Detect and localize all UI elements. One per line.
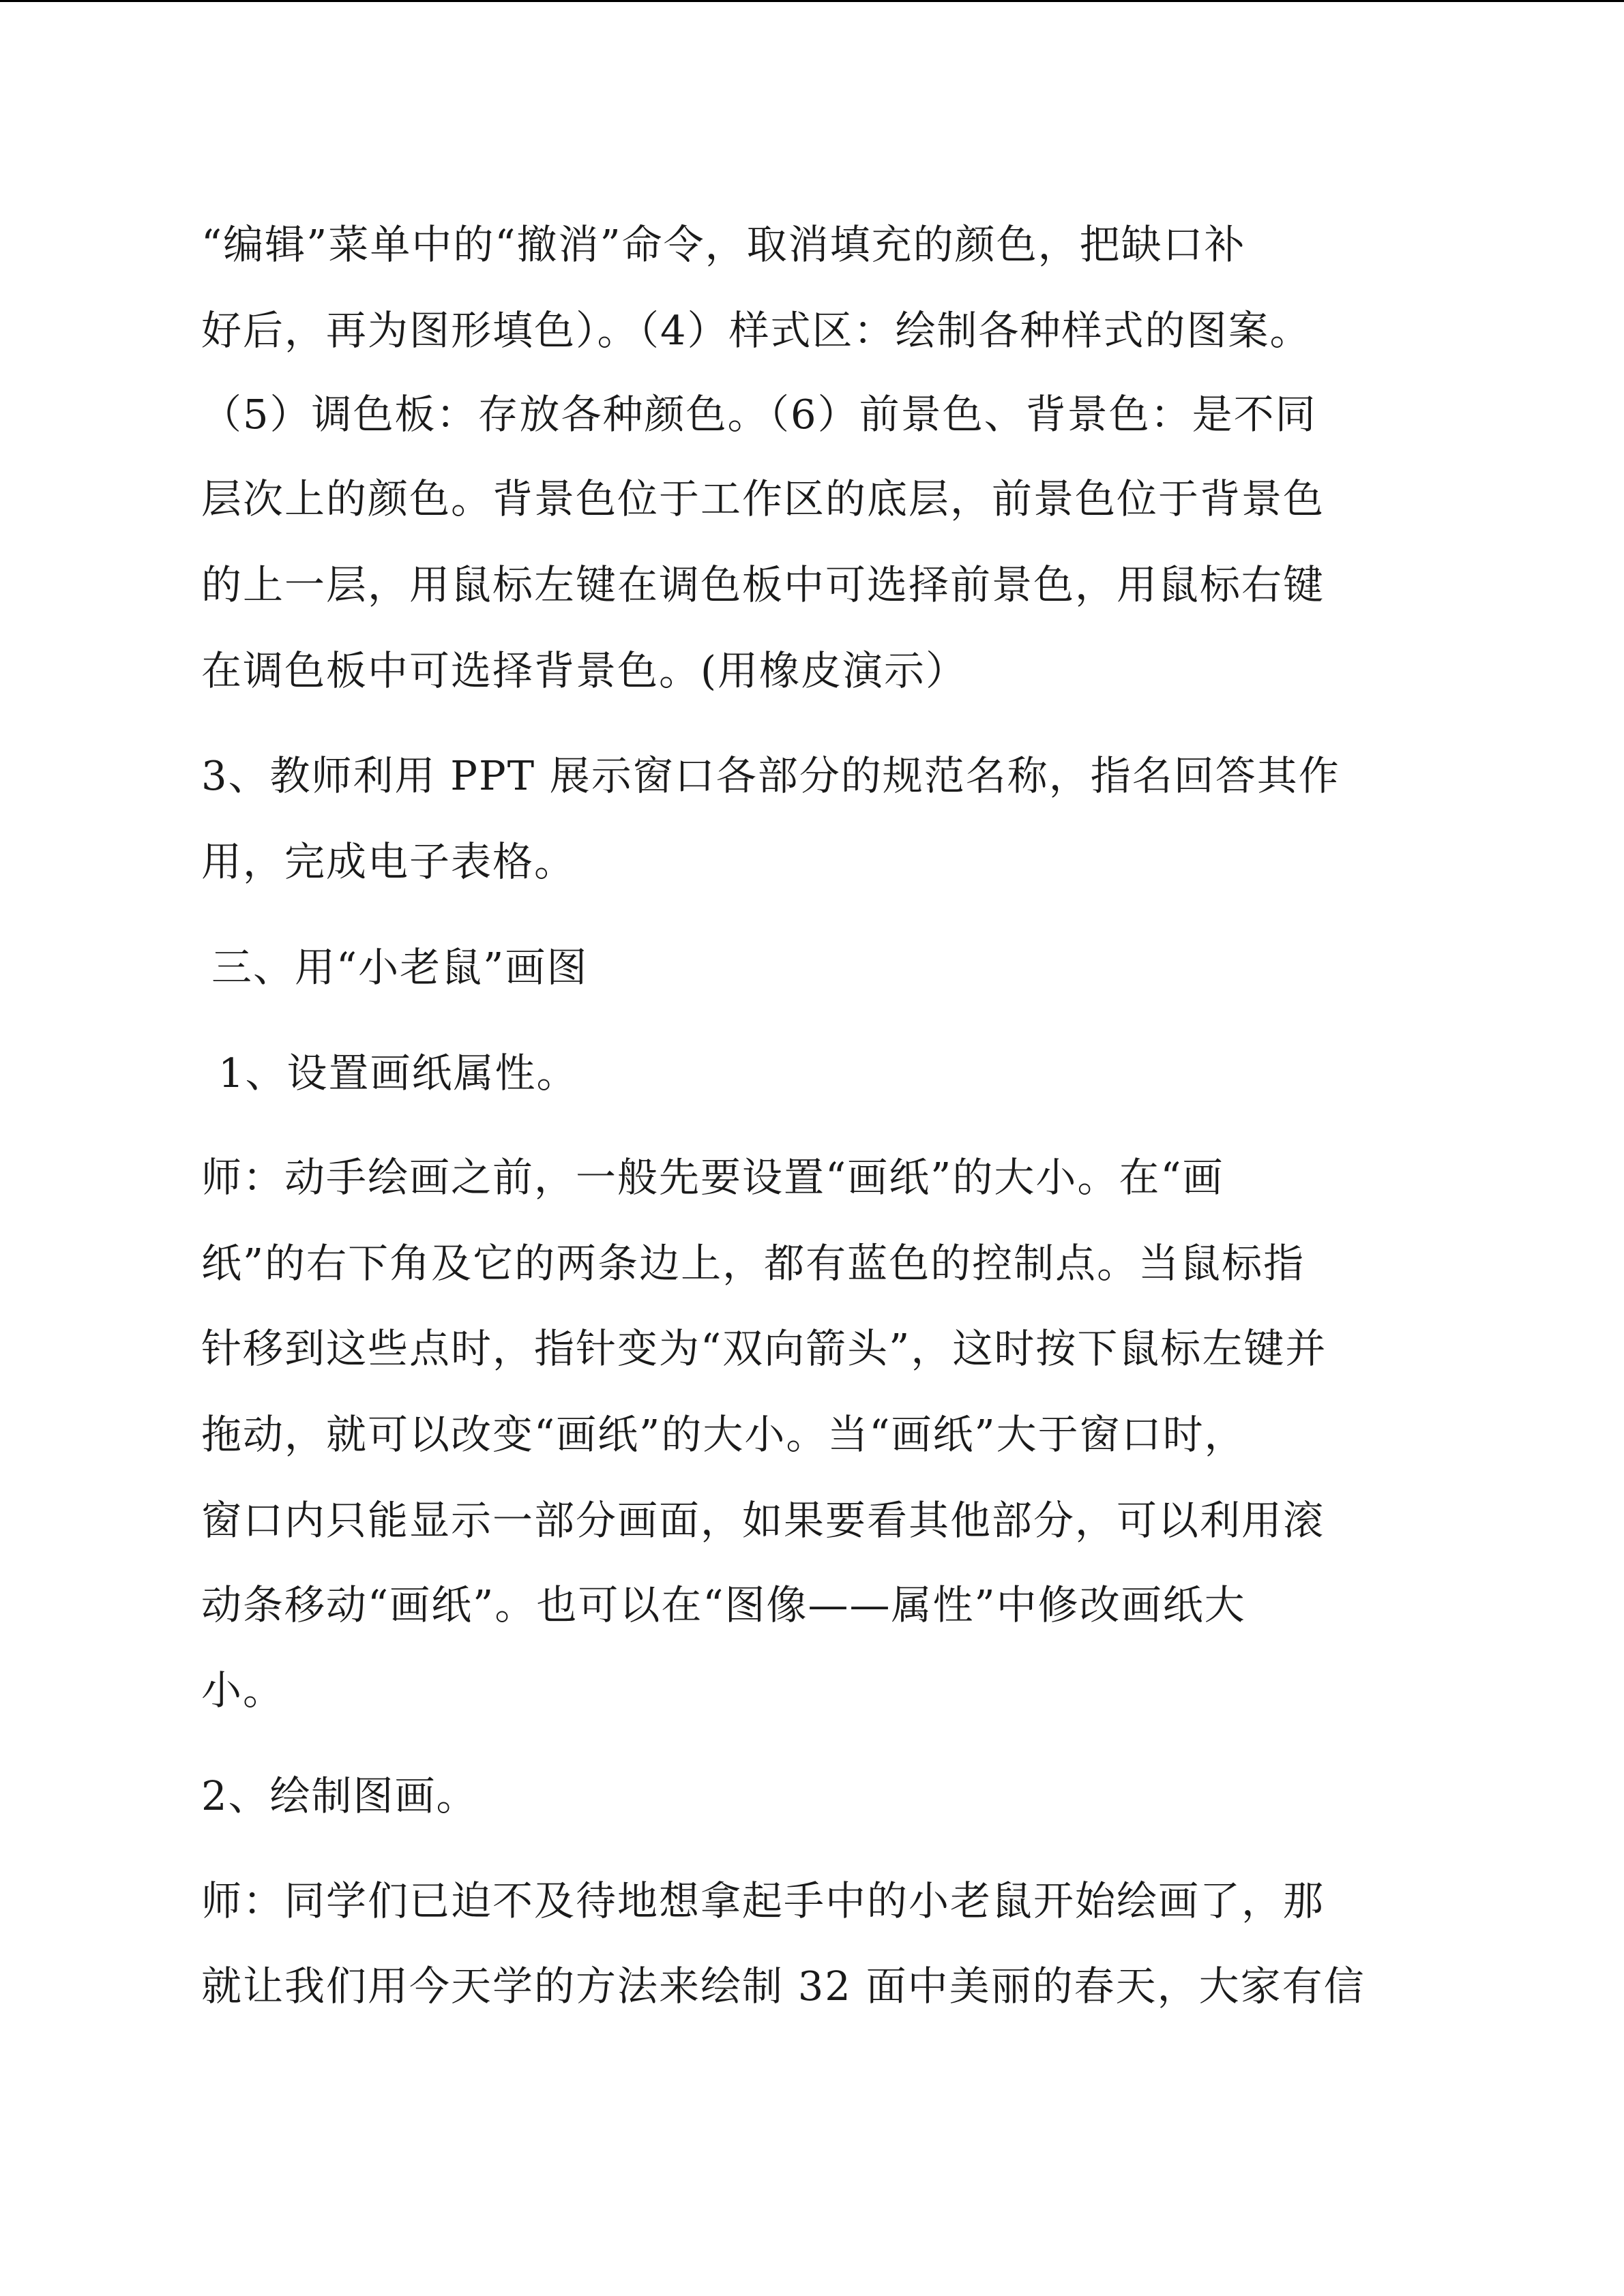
paragraph-line: 用，完成电子表格。 — [201, 838, 576, 885]
paragraph-line: 师：动手绘画之前，一般先要设置“画纸”的大小。在“画 — [201, 1154, 1224, 1201]
paragraph-line: 在调色板中可选择背景色。(用橡皮演示） — [201, 647, 968, 694]
paragraph-line: 纸”的右下角及它的两条边上，都有蓝色的控制点。当鼠标指 — [201, 1240, 1305, 1287]
subsection-heading: 2、绘制图画。 — [201, 1772, 478, 1819]
paragraph-line: 动条移动“画纸”。也可以在“图像——属性”中修改画纸大 — [201, 1581, 1246, 1628]
subsection-heading: 1、设置画纸属性。 — [218, 1049, 578, 1097]
paragraph-line: 针移到这些点时，指针变为“双向箭头”，这时按下鼠标左键并 — [201, 1325, 1327, 1372]
paragraph-line: “编辑”菜单中的“撤消”命令，取消填充的颜色，把缺口补 — [201, 221, 1246, 268]
paragraph-line: 的上一层，用鼠标左键在调色板中可选择前景色，用鼠标右键 — [201, 561, 1325, 608]
section-heading: 三、用“小老鼠”画图 — [211, 944, 589, 991]
paragraph-line: 3、教师利用 PPT 展示窗口各部分的规范名称，指名回答其作 — [201, 752, 1340, 799]
paragraph-line: 层次上的颜色。背景色位于工作区的底层，前景色位于背景色 — [201, 475, 1325, 522]
paragraph-line: 小。 — [201, 1667, 285, 1714]
paragraph-line: （5）调色板：存放各种颜色。（6）前景色、背景色：是不同 — [201, 391, 1317, 438]
paragraph-line: 师：同学们已迫不及待地想拿起手中的小老鼠开始绘画了，那 — [201, 1877, 1325, 1924]
paragraph-line: 就让我们用今天学的方法来绘制 32 面中美丽的春天，大家有信 — [201, 1963, 1365, 2010]
paragraph-line: 好后，再为图形填色）。（4）样式区：绘制各种样式的图案。 — [201, 307, 1312, 354]
paragraph-line: 拖动，就可以改变“画纸”的大小。当“画纸”大于窗口时， — [201, 1411, 1246, 1458]
paragraph-line: 窗口内只能显示一部分画面，如果要看其他部分，可以利用滚 — [201, 1497, 1325, 1544]
